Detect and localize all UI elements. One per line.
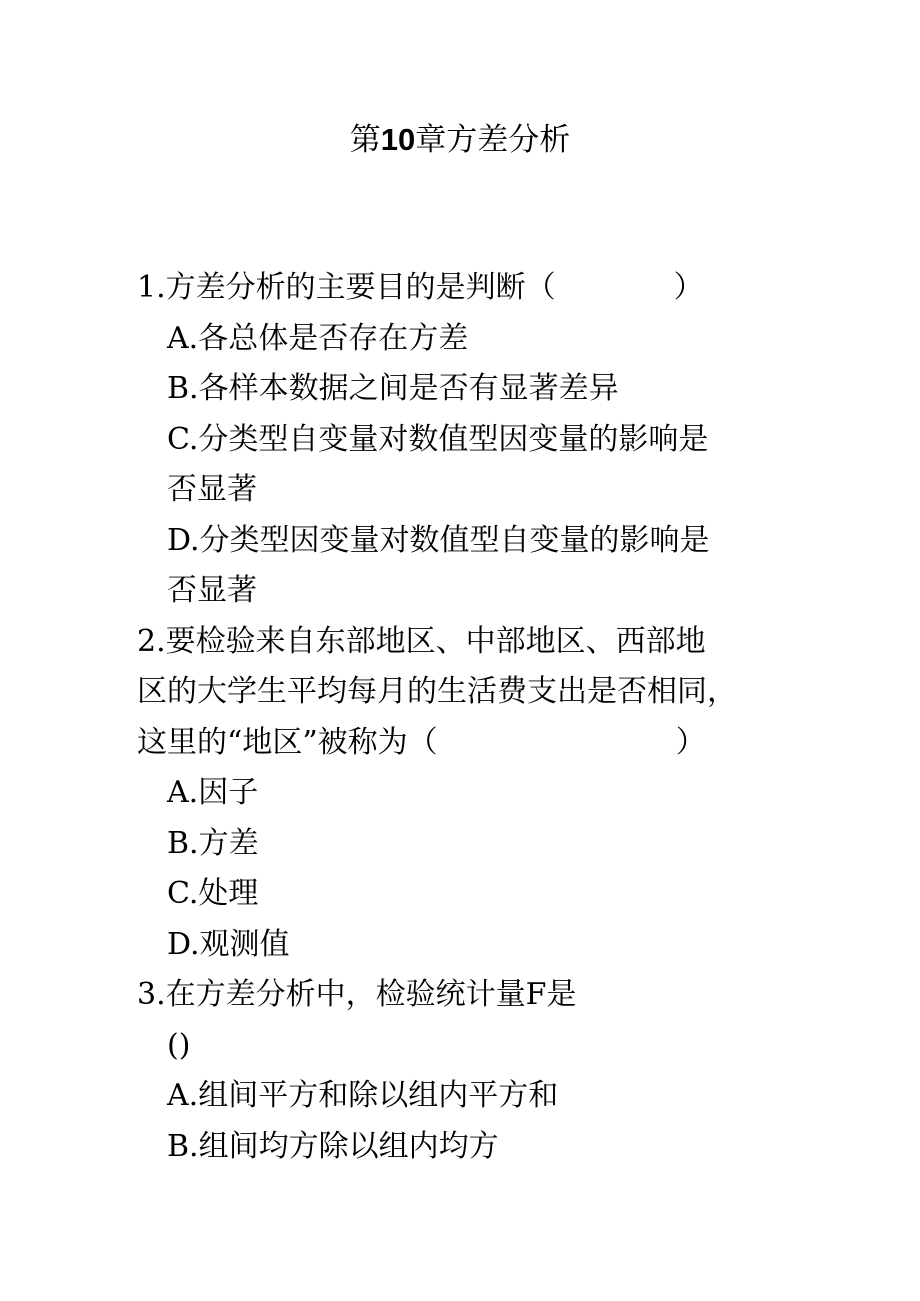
question-1-option-c: C.分类型自变量对数值型因变量的影响是 xyxy=(167,421,709,457)
question-2-stem-line-2: 区的大学生平均每月的生活费支出是否相同， xyxy=(137,674,737,709)
question-1-stem xyxy=(137,263,802,314)
question-1-option-b: B.各样本数据之间是否有显著差异 xyxy=(167,371,619,406)
question-2-option-c: C.处理 xyxy=(167,876,259,911)
title-chapter-number: 10 xyxy=(380,122,416,157)
title-prefix: 第 xyxy=(349,122,381,158)
question-1-blank-close: ） xyxy=(673,270,704,305)
question-2-number: 2 xyxy=(137,623,157,659)
question-2-option-d: D.观测值 xyxy=(167,926,290,962)
question-3-stem-line-1 xyxy=(137,970,802,1021)
question-2-stem-line-1 xyxy=(137,617,802,668)
question-3-number: 3 xyxy=(137,977,157,1012)
question-3-option-a: A.组间平方和除以组内平方和 xyxy=(167,1078,559,1113)
question-1-stem-text: 方差分析的主要目的是判断（ xyxy=(165,270,556,305)
question-1-option-a: A.各总体是否存在方差 xyxy=(167,320,469,356)
question-3-option-b: B.组间均方除以组内均方 xyxy=(167,1128,499,1164)
question-2-stem-line-3 xyxy=(137,718,802,769)
question-2-stem-text-3: 这里的“地区”被称为（ xyxy=(137,724,438,760)
question-3-answer-blank: () xyxy=(167,1027,191,1063)
question-1-option-c-continued: 否显著 xyxy=(167,472,257,507)
question-2-stem-text: .要检验来自东部地区、中部地区、西部地 xyxy=(156,623,706,659)
question-2-blank-close: ） xyxy=(675,724,706,760)
question-list xyxy=(137,263,802,1172)
question-3-stem-text: .在方差分析中，检验统计量F是 xyxy=(156,977,577,1012)
question-1-option-d-continued: 否显著 xyxy=(167,573,257,608)
question-1-option-d: D.分类型因变量对数值型自变量的影响是 xyxy=(167,522,710,558)
page-title xyxy=(0,118,920,162)
question-2-option-a: A.因子 xyxy=(167,775,259,810)
question-1-number: 1. xyxy=(137,270,166,305)
title-suffix: 章方差分析 xyxy=(415,122,571,158)
question-2-option-b: B.方差 xyxy=(167,825,259,861)
